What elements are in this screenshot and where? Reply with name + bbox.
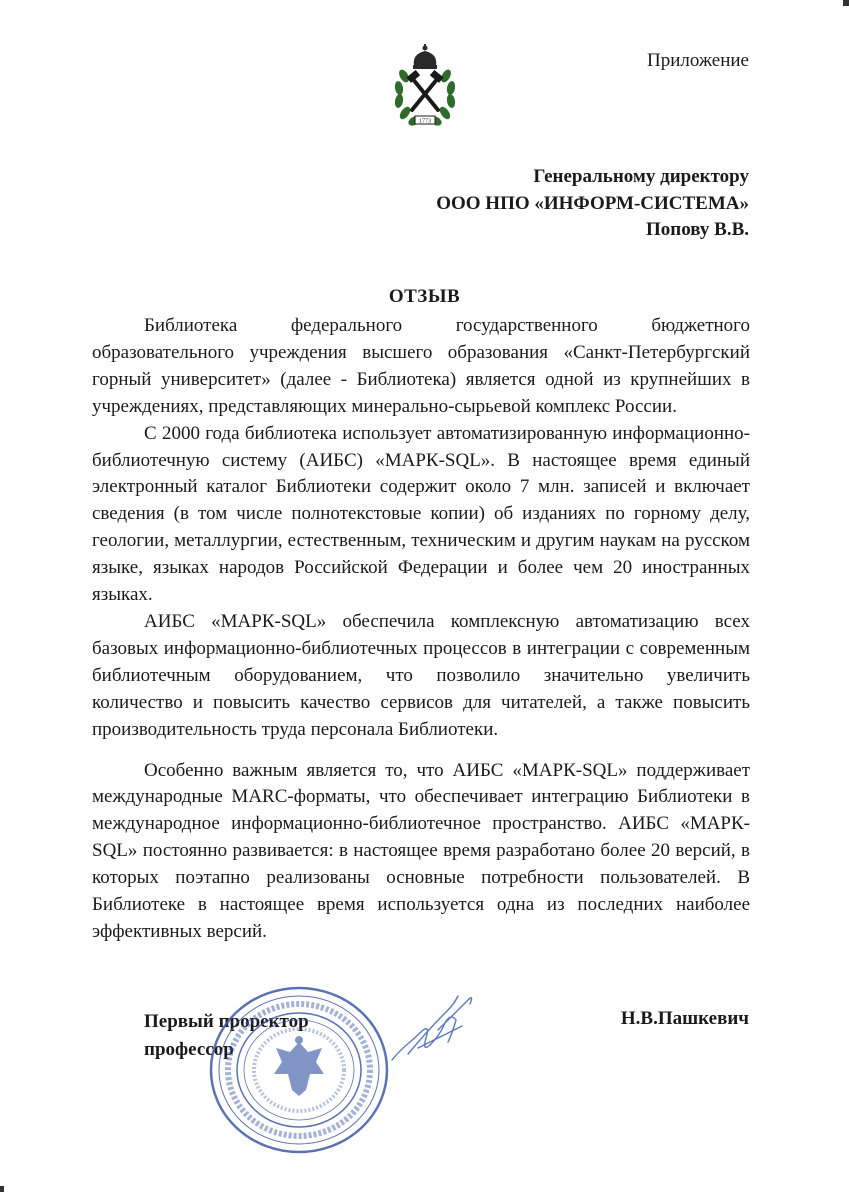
mining-university-emblem-icon — [390, 40, 460, 132]
addressee-line: ООО НПО «ИНФОРМ-СИСТЕМА» — [436, 192, 749, 214]
signer-position-line: профессор — [144, 1039, 234, 1060]
signer-position-line: Первый проректор — [144, 1011, 309, 1032]
scan-corner-mark — [0, 1186, 4, 1192]
body-paragraph: Особенно важным является то, что АИБС «МАРК-SQL» поддерживает международные MARC-форматы, что обеспечивает интеграцию Библиотеки в международное информационно-библиотечное пространство. АИБС «МАРК- SQL» постоянно развивается: в настоящее время разработано более 20 версий, в которых поэтапно реализованы основные потребности пользователей. В Библиотеке в настоящее время используется одна из последних наиболее эффективных версий. — [92, 759, 750, 942]
body-paragraph: Библиотека федерального государственного бюджетного образовательного учреждения высшего образования «Санкт-Петербургский горный университет» (далее - Библиотека) является одной из крупнейших в учреждениях, представляющих минерально-сырьевой комплекс России. — [92, 315, 750, 417]
document-title: ОТЗЫВ — [388, 286, 461, 307]
body-paragraph: АИБС «МАРК-SQL» обеспечила комплексную автоматизацию всех базовых информационно-библиотечных процессов в интеграции с современным библиотечным оборудованием, что позволило значительно увеличить количество и повысить качество сервисов для читателей, а также повысить производительность труда персонала Библиотеки. — [92, 610, 750, 740]
emblem-year-label: 1773 — [419, 118, 431, 125]
signer-name: Н.В.Пашкевич — [620, 1008, 749, 1029]
addressee-block — [436, 164, 749, 244]
handwritten-signature-icon — [388, 990, 488, 1065]
document-body — [92, 313, 750, 946]
appendix-label: Приложение — [647, 50, 749, 71]
scan-corner-mark — [843, 0, 849, 6]
addressee-line: Попову В.В. — [646, 219, 749, 240]
addressee-line: Генеральному директору — [533, 166, 749, 187]
official-round-seal-icon — [204, 982, 394, 1157]
body-paragraph: С 2000 года библиотека использует автоматизированную информационно-библиотечную систему (АИБС) «МАРК-SQL». В настоящее время единый электронный каталог Библиотеки содержит около 7 млн. записей и включает сведения (в том числе полнотекстовые копии) об изданиях по горному делу, геологии, металлургии, естественным, техническим и другим наукам на русском языке, языках народов Российской Федерации и более чем 20 иностранных языках. — [92, 422, 750, 606]
